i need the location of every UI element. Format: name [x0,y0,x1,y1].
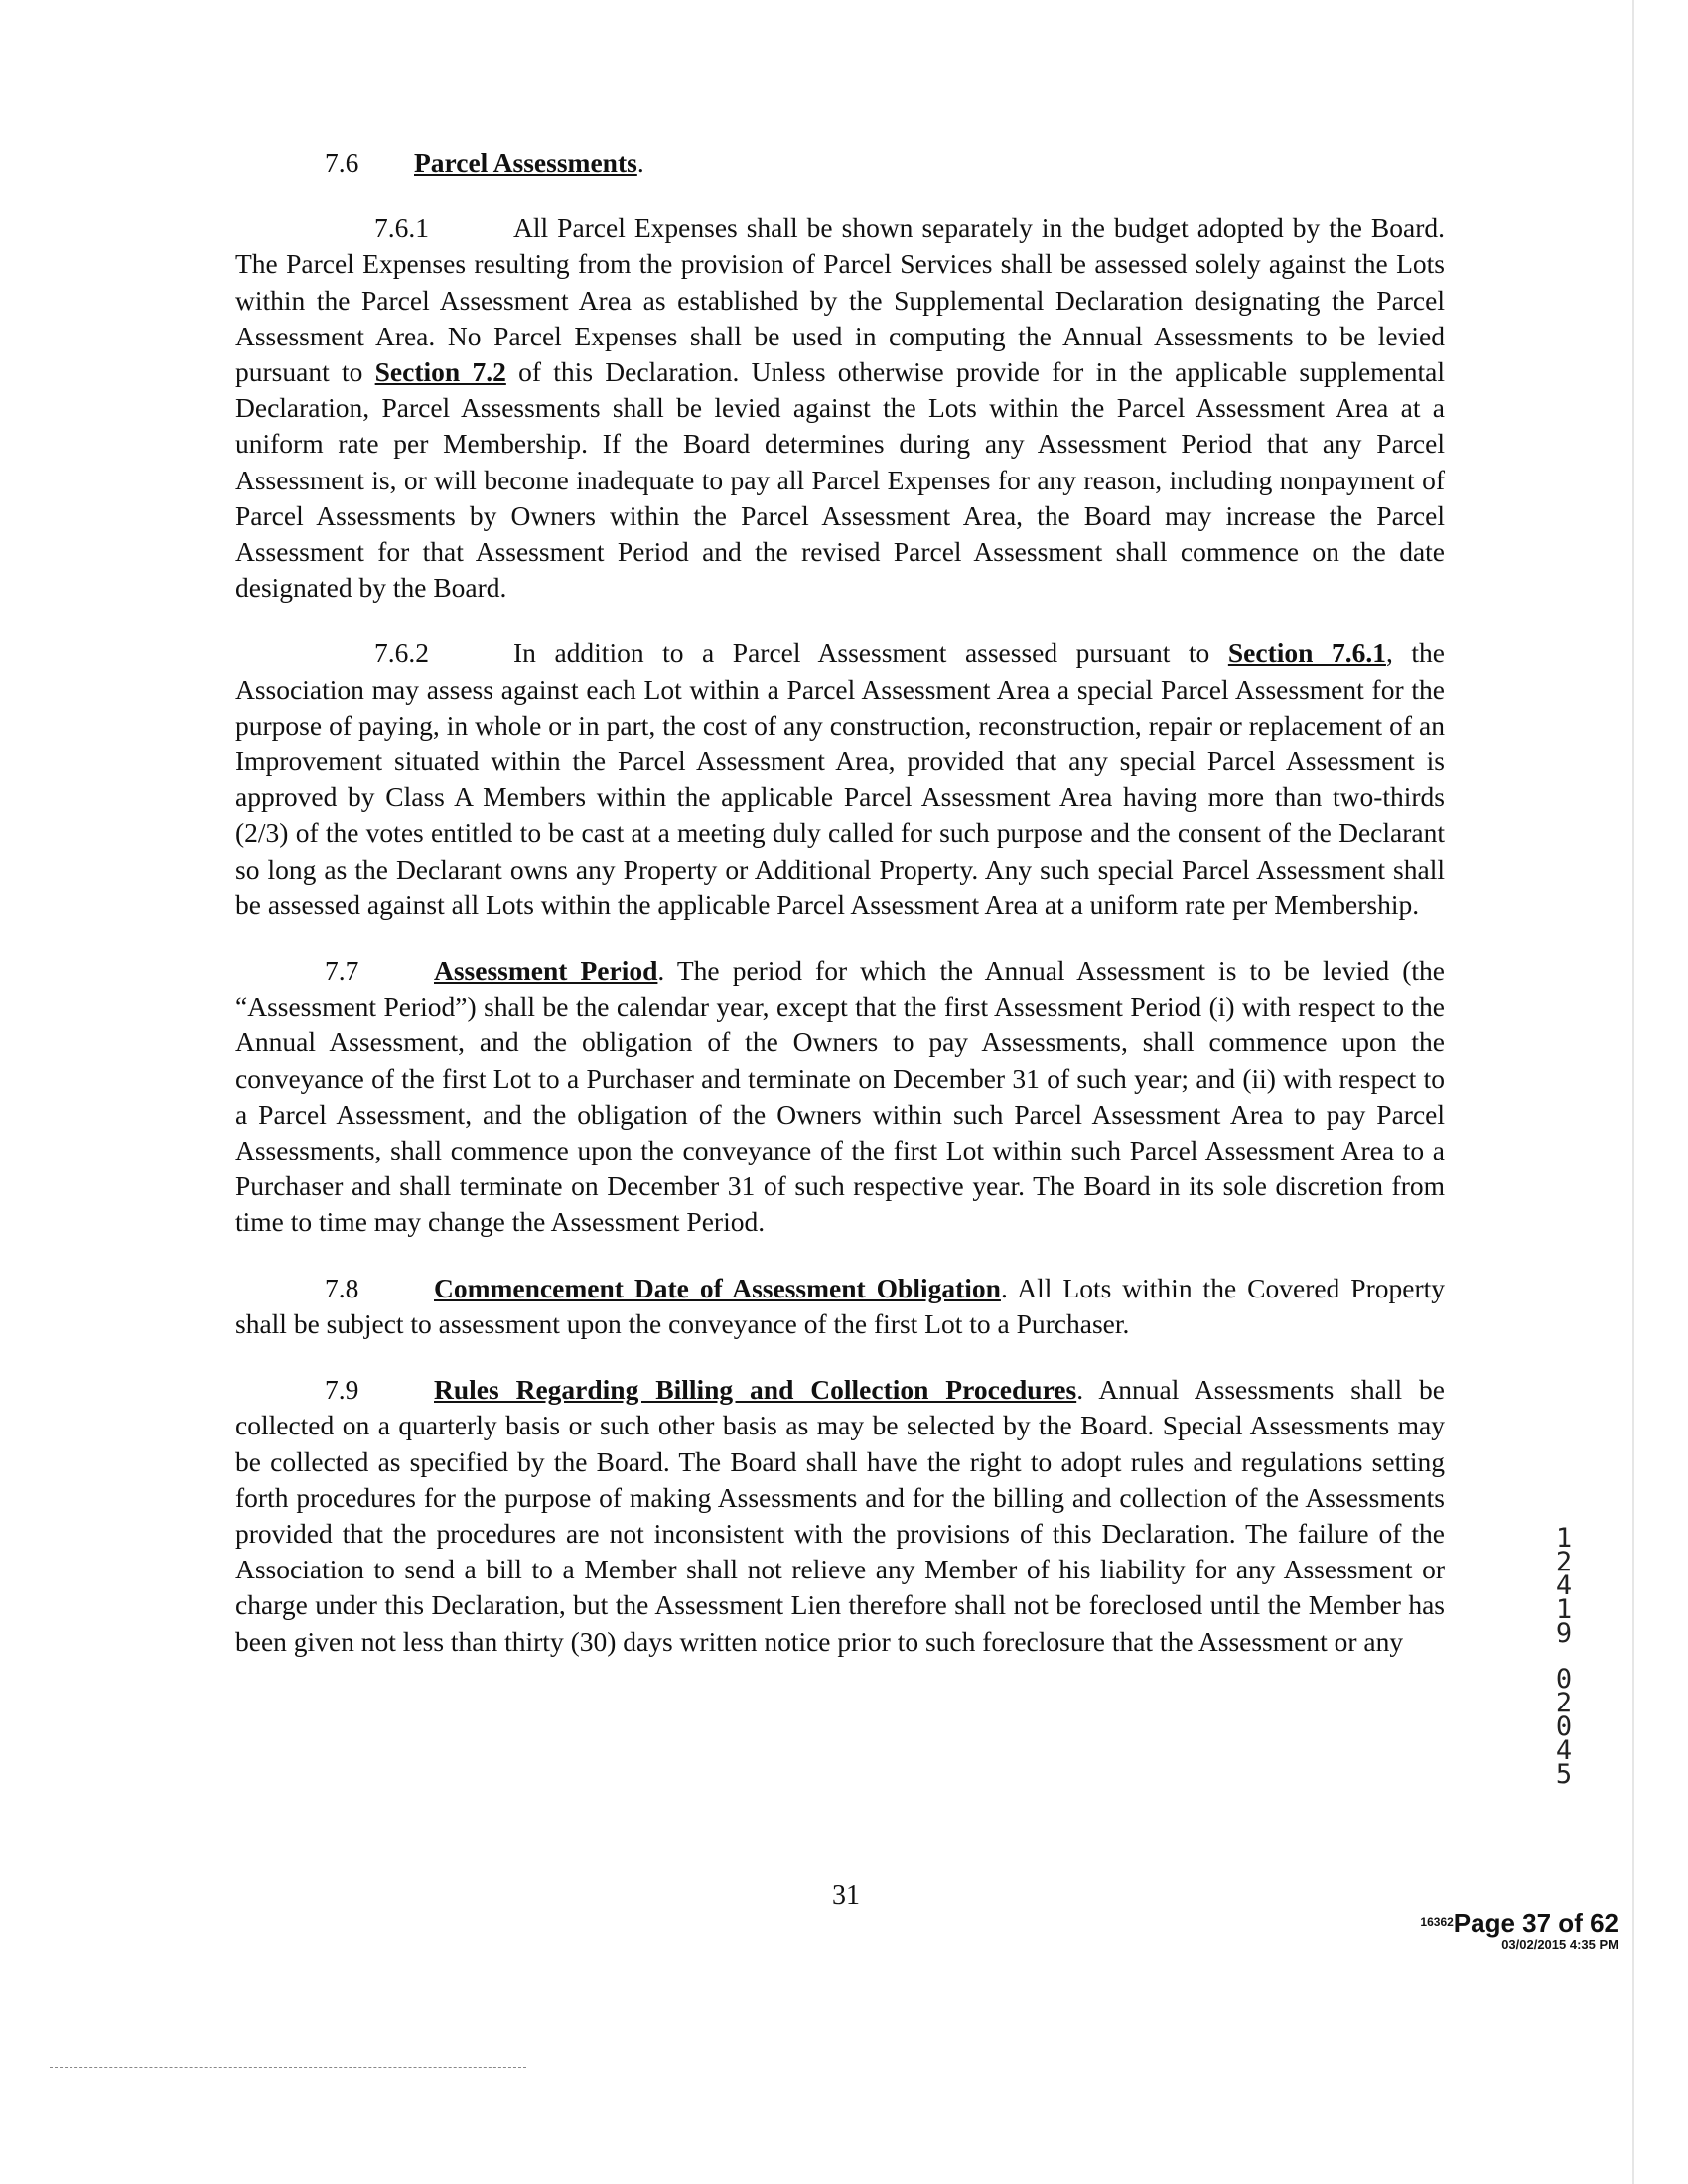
section-7-8 [235,1271,1445,1342]
section-number: 7.7 [325,955,359,987]
stamp-document-number: 16362 [1420,1915,1454,1929]
section-7-9 [235,1372,1445,1660]
bates-digit: 0 [1555,1664,1573,1695]
section-title: Rules Regarding Billing and Collection Procedures [434,1374,1077,1406]
bates-digit: 0 [1555,1711,1573,1742]
section-number: 7.8 [325,1272,359,1303]
bates-digit: 4 [1555,1735,1573,1766]
bates-digit: 5 [1555,1759,1573,1790]
bates-digit: 4 [1555,1570,1573,1601]
section-7-6-heading [235,145,1445,181]
bates-digit: 1 [1555,1594,1573,1625]
paragraph-7-6-1 [235,210,1445,606]
bates-digit: 1 [1555,1523,1573,1554]
section-title: Commencement Date of Assessment Obligation [434,1272,1001,1303]
section-title-suffix: . [636,147,644,178]
section-number: 7.9 [325,1374,359,1406]
paragraph-text: All Parcel Expenses shall be shown separately in the budget adopted by the Board. The Parcel Expenses resulting from the provision of Parcel Services shall be assessed solely against the Lots within the Parcel Assessment Area as established by the Supplemental Declaration designating the Parcel Assessment Area. No Parcel Expenses shall be used in computing the Annual Assessments to be levied pursuant to [235,212,1445,388]
section-7-7 [235,953,1445,1241]
paragraph-text: In addition to a Parcel Assessment assessed pursuant to [513,637,1228,669]
section-text: . The period for which the Annual Assessment is to be levied (the “Assessment Period”) shall be the calendar year, except that the first Assessment Period (i) with respect to the Annual Assessment, and the obligation of the Owners to pay Assessments, shall commence upon the conveyance of the first Lot to a Purchaser and terminate on December 31 of such year; and (ii) with respect to a Parcel Assessment, and the obligation of the Owners within such Parcel Assessment Area to pay Parcel Assessments, shall commence upon the conveyance of the first Lot within such Parcel Assessment Area to a Purchaser and shall terminate on December 31 of such respective year. The Board in its sole discretion from time to time may change the Assessment Period. [235,955,1445,1238]
page-number: 31 [832,1880,860,1911]
bates-digit: 2 [1555,1547,1573,1577]
section-reference: Section 7.6.1 [1227,637,1386,669]
section-text: . Annual Assessments shall be collected on a quarterly basis or such other basis as may be selected by the Board. Special Assessments may be collected as specified by the Board. The Board shall have the right to adopt rules and regulations setting forth procedures for the purpose of making Assessments and for the billing and collection of the Assessments provided that the procedures are not inconsistent with the provisions of this Declaration. The failure of the Association to send a bill to a Member shall not relieve any Member of his liability for any Assessment or charge under this Declaration, but the Assessment Lien therefore shall not be foreclosed until the Member has been given not less than thirty (30) days written notice prior to such foreclosure that the Assessment or any [235,1374,1445,1657]
paragraph-number: 7.6.2 [374,637,429,669]
bates-digit: 2 [1555,1688,1573,1718]
section-reference: Section 7.2 [374,356,506,388]
section-number: 7.6 [325,147,359,178]
section-title: Parcel Assessments [414,147,637,178]
bates-number [1549,1523,1579,1790]
page-edge-line [1632,0,1634,2184]
document-body [235,145,1445,1690]
paragraph-number: 7.6.1 [374,212,429,244]
section-title: Assessment Period [434,955,658,987]
footer-rule [50,2067,526,2068]
stamp-datetime: 03/02/2015 4:35 PM [1501,1937,1618,1952]
recording-stamp [1370,1908,1618,1952]
section-text: . All Lots within the Covered Property shall be subject to assessment upon the conveyance of the first Lot to a Purchaser. [235,1272,1445,1339]
bates-digit: 9 [1555,1618,1573,1649]
paragraph-7-6-2 [235,635,1445,923]
stamp-page-label: Page 37 of 62 [1453,1908,1618,1938]
paragraph-text: , the Association may assess against each Lot within a Parcel Assessment Area a special Parcel Assessment for the purpose of paying, in whole or in part, the cost of any construction, reconstruction, repair or replacement of an Improvement situated within the Parcel Assessment Area, provided that any special Parcel Assessment is approved by Class A Members within the applicable Parcel Assessment Area having more than two-thirds (2/3) of the votes entitled to be cast at a meeting duly called for such purpose and the consent of the Declarant so long as the Declarant owns any Property or Additional Property. Any such special Parcel Assessment shall be assessed against all Lots within the applicable Parcel Assessment Area at a uniform rate per Membership. [235,637,1445,920]
paragraph-text: of this Declaration. Unless otherwise provide for in the applicable supplemental Declaration, Parcel Assessments shall be levied against the Lots within the Parcel Assessment Area at a uniform rate per Membership. If the Board determines during any Assessment Period that any Parcel Assessment is, or will become inadequate to pay all Parcel Expenses for any reason, including nonpayment of Parcel Assessments by Owners within the Parcel Assessment Area, the Board may increase the Parcel Assessment for that Assessment Period and the revised Parcel Assessment shall commence on the date designated by the Board. [235,356,1445,604]
